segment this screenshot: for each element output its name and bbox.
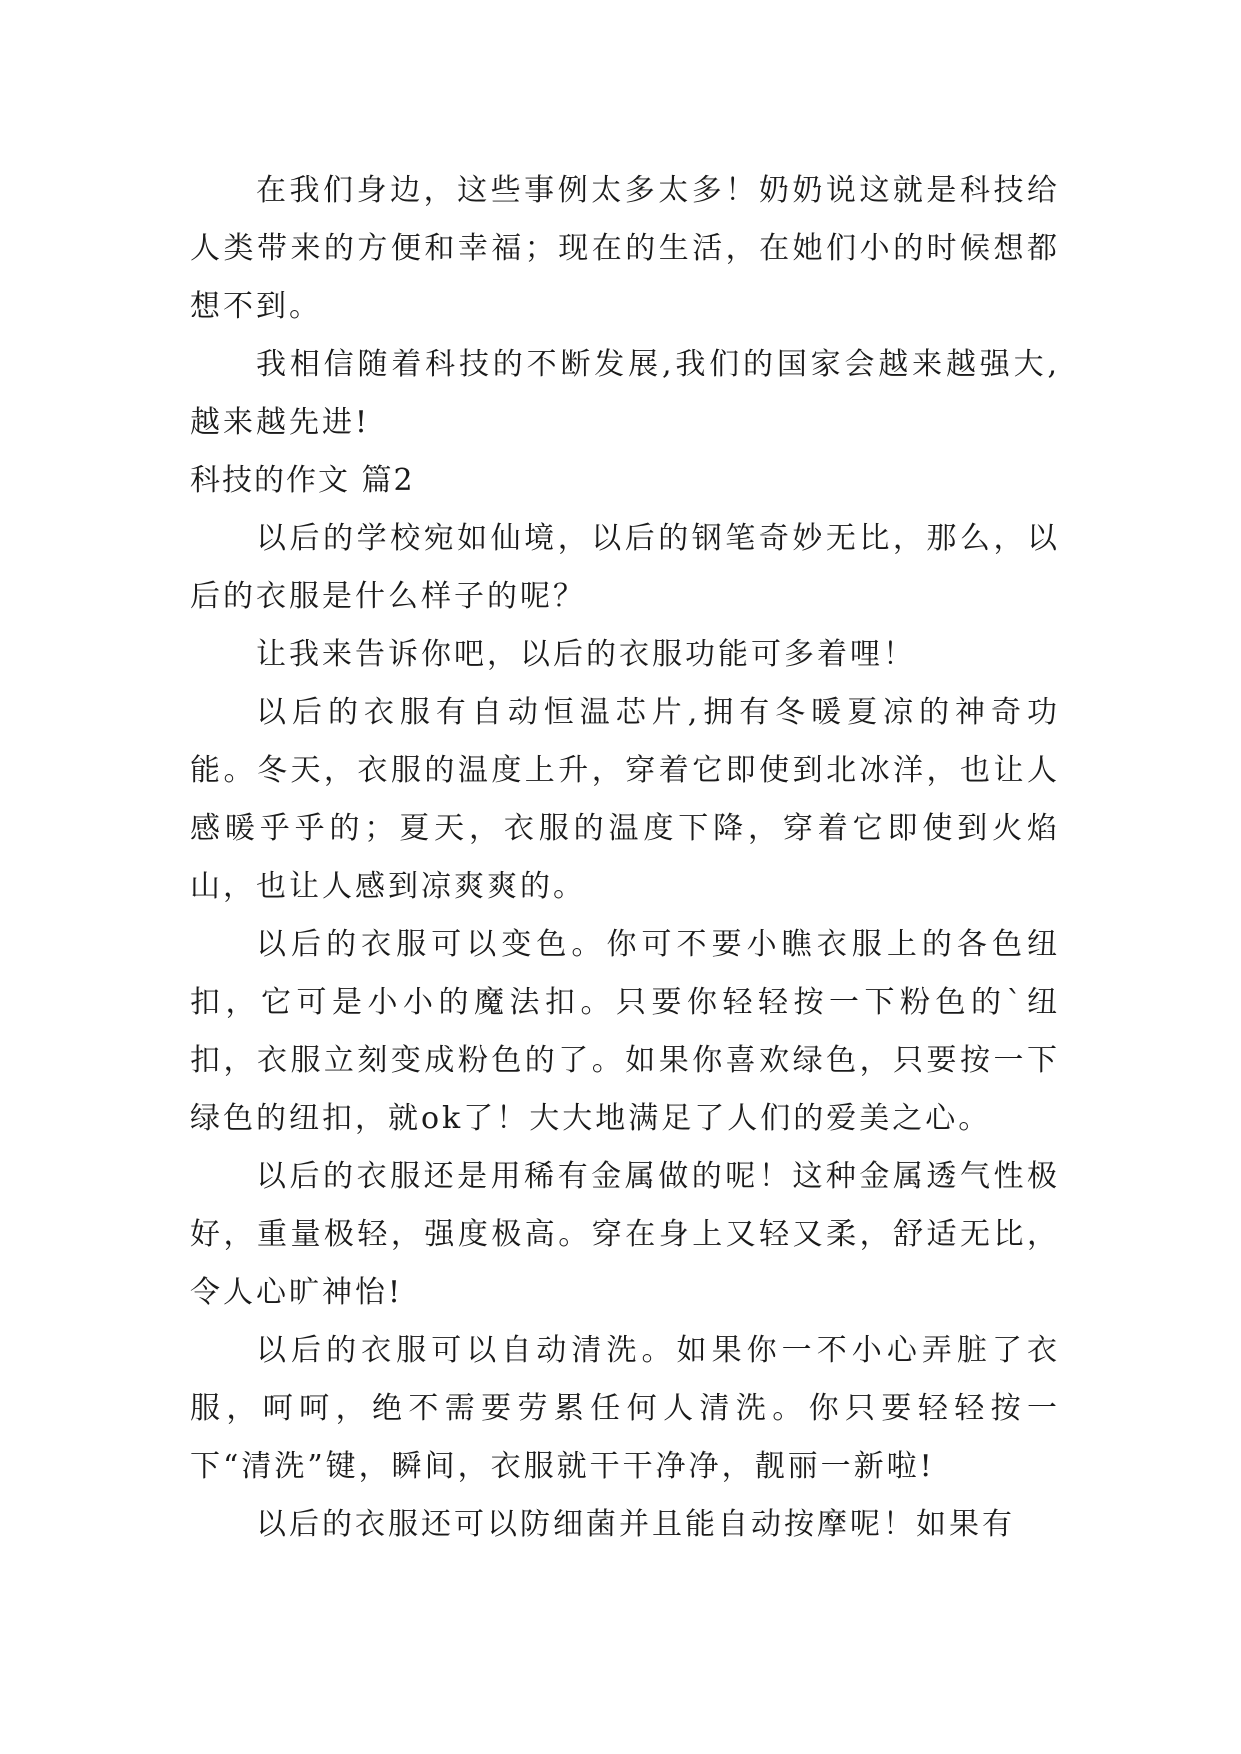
- paragraph-rare-metal: 以后的衣服还是用稀有金属做的呢！这种金属透气性极好，重量极轻，强度极高。穿在身上又轻又柔，舒适无比，令人心旷神怡!: [190, 1159, 1060, 1310]
- document-body: [190, 162, 1060, 1554]
- paragraph-thermostat: 以后的衣服有自动恒温芯片,拥有冬暖夏凉的神奇功能。冬天，衣服的温度上升，穿着它即使到北冰洋，也让人感暖乎乎的；夏天，衣服的温度下降，穿着它即使到火焰山，也让人感到凉爽爽的。: [190, 695, 1060, 904]
- paragraph-belief: 我相信随着科技的不断发展,我们的国家会越来越强大,越来越先进!: [190, 347, 1060, 440]
- paragraph-tell: 让我来告诉你吧，以后的衣服功能可多着哩！: [256, 637, 916, 672]
- paragraph-intro: 以后的学校宛如仙境，以后的钢笔奇妙无比，那么，以后的衣服是什么样子的呢？: [190, 521, 1060, 614]
- paragraph-self-cleaning: 以后的衣服可以自动清洗。如果你一不小心弄脏了衣服，呵呵，绝不需要劳累任何人清洗。你只要轻轻按一下“清洗”键，瞬间，衣服就干干净净，靓丽一新啦!: [190, 1333, 1060, 1484]
- paragraph-antibacterial: 以后的衣服还可以防细菌并且能自动按摩呢！如果有: [256, 1507, 1015, 1542]
- paragraph-color-change: 以后的衣服可以变色。你可不要小瞧衣服上的各色纽扣，它可是小小的魔法扣。只要你轻轻按一下粉色的`纽扣，衣服立刻变成粉色的了。如果你喜欢绿色，只要按一下绿色的纽扣，就ok了！大大地满足了人们的爱美之心。: [190, 927, 1060, 1136]
- section-heading: 科技的作文 篇2: [190, 463, 415, 498]
- paragraph-examples: 在我们身边，这些事例太多太多！奶奶说这就是科技给人类带来的方便和幸福；现在的生活，在她们小的时候想都想不到。: [190, 173, 1060, 324]
